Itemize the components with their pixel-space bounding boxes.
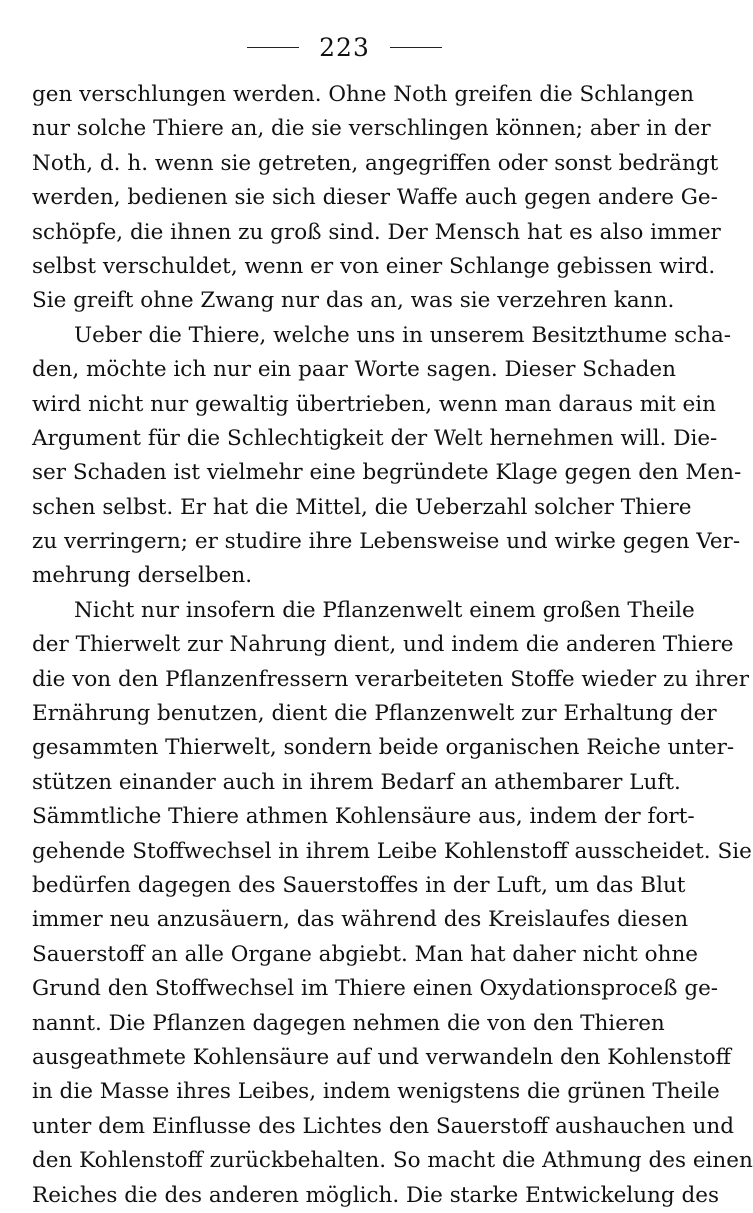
- header-rule-right: [390, 47, 442, 48]
- text-line: ausgeathmete Kohlensäure auf und verwandeln den Kohlenstoff: [32, 1044, 731, 1070]
- text-line: den, möchte ich nur ein paar Worte sagen. Dieser Schaden: [32, 357, 677, 383]
- text-line: Nicht nur insofern die Pflanzenwelt einem großen Theile: [74, 597, 695, 623]
- text-line: werden, bedienen sie sich dieser Waffe auch gegen andere Ge-: [32, 185, 718, 211]
- text-line: mehrung derselben.: [32, 563, 253, 589]
- text-line: Ueber die Thiere, welche uns in unserem Besitzthume scha-: [74, 322, 732, 348]
- header-rule-left: [247, 47, 299, 48]
- text-line: wird nicht nur gewaltig übertrieben, wenn man daraus mit ein: [32, 391, 716, 417]
- text-line: in die Masse ihres Leibes, indem wenigstens die grünen Theile: [32, 1079, 720, 1105]
- page-number: 223: [319, 32, 370, 62]
- text-line: Sämmtliche Thiere athmen Kohlensäure aus, indem der fort-: [32, 804, 695, 830]
- text-line: gen verschlungen werden. Ohne Noth greifen die Schlangen: [32, 82, 695, 107]
- text-line: Reiches die des anderen möglich. Die starke Entwickelung des: [32, 1182, 720, 1208]
- text-line: Noth, d. h. wenn sie getreten, angegriffen oder sonst bedrängt: [32, 150, 719, 176]
- text-line: gesammten Thierwelt, sondern beide organischen Reiche unter-: [32, 735, 735, 761]
- text-line: stützen einander auch in ihrem Bedarf an athembarer Luft.: [32, 769, 681, 795]
- text-line: der Thierwelt zur Nahrung dient, und indem die anderen Thiere: [32, 632, 734, 658]
- text-line: nur solche Thiere an, die sie verschlingen können; aber in der: [32, 116, 711, 142]
- page-header: [32, 30, 657, 64]
- text-line: bedürfen dagegen des Sauerstoffes in der Luft, um das Blut: [32, 872, 686, 898]
- text-line: Argument für die Schlechtigkeit der Welt hernehmen will. Die-: [32, 425, 718, 451]
- text-line: ser Schaden ist vielmehr eine begründete Klage gegen den Men-: [32, 460, 742, 486]
- text-line: Ernährung benutzen, dient die Pflanzenwelt zur Erhaltung der: [32, 701, 717, 727]
- text-line: unter dem Einflusse des Lichtes den Sauerstoff aushauchen und: [32, 1113, 734, 1139]
- text-line: schen selbst. Er hat die Mittel, die Ueberzahl solcher Thiere: [32, 494, 692, 520]
- text-line: die von den Pflanzenfressern verarbeiteten Stoffe wieder zu ihrer: [32, 666, 749, 692]
- text-line: Grund den Stoffwechsel im Thiere einen Oxydationsproceß ge-: [32, 976, 719, 1002]
- text-line: den Kohlenstoff zurückbehalten. So macht die Athmung des einen: [32, 1148, 753, 1174]
- text-line: immer neu anzusäuern, das während des Kreislaufes diesen: [32, 907, 689, 933]
- text-line: zu verringern; er studire ihre Lebensweise und wirke gegen Ver-: [32, 529, 741, 555]
- text-line: nannt. Die Pflanzen dagegen nehmen die von den Thieren: [32, 1010, 665, 1036]
- text-line: Sie greift ohne Zwang nur das an, was sie verzehren kann.: [32, 288, 675, 314]
- text-line: schöpfe, die ihnen zu groß sind. Der Mensch hat es also immer: [32, 219, 721, 245]
- text-line: gehende Stoffwechsel in ihrem Leibe Kohlenstoff ausscheidet. Sie: [32, 838, 752, 864]
- body-text: [32, 78, 753, 1213]
- text-line: selbst verschuldet, wenn er von einer Schlange gebissen wird.: [32, 253, 716, 279]
- text-line: Sauerstoff an alle Organe abgiebt. Man hat daher nicht ohne: [32, 941, 699, 967]
